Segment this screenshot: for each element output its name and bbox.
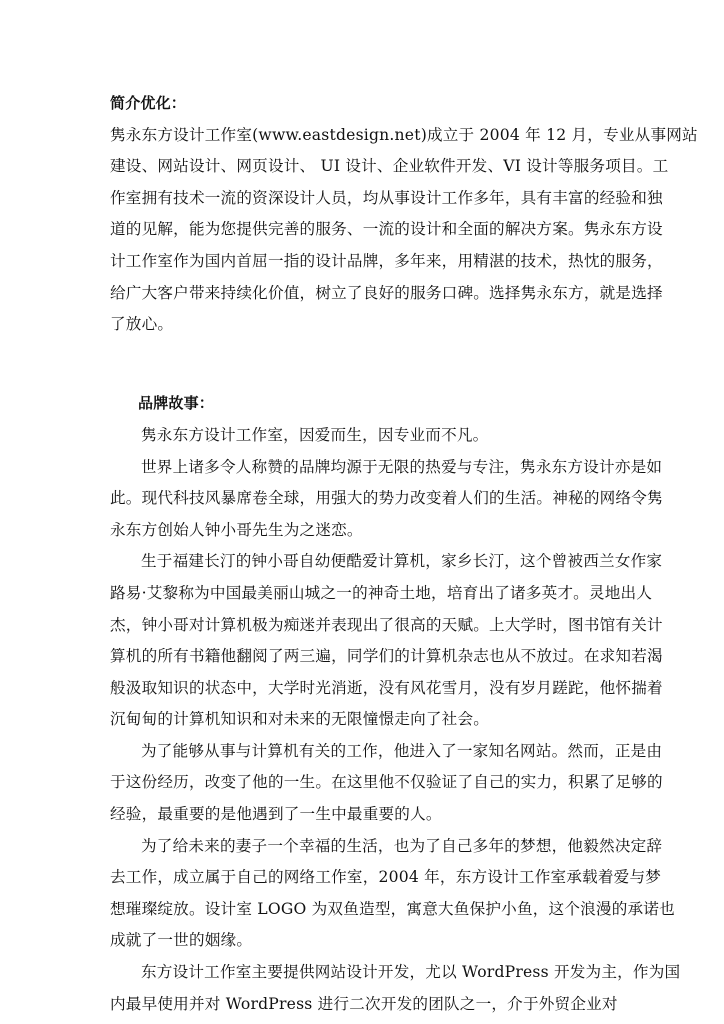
story-line: 想璀璨绽放。设计室 LOGO 为双鱼造型，寓意大鱼保护小鱼，这个浪漫的承诺也 [110,899,675,918]
document-page [110,88,698,1020]
brand-tagline: 隽永东方设计工作室，因爱而生，因专业而不凡。 [141,425,489,444]
intro-line: 建设、网站设计、网页设计、 UI 设计、企业软件开发、VI 设计等服务项目。工 [110,157,669,176]
story-line: 路易·艾黎称为中国最美丽山城之一的神奇土地，培育出了诸多英才。灵地出人 [110,583,653,602]
spacer [110,372,614,388]
story-line: 般汲取知识的状态中，大学时光消逝，没有风花雪月，没有岁月蹉跎，他怀揣着 [110,678,663,697]
section-heading-intro: 简介优化： [110,94,187,112]
intro-line: 道的见解，能为您提供完善的服务、一流的设计和全面的解决方案。隽永东方设 [110,220,663,239]
intro-line: 计工作室作为国内首屈一指的设计品牌，多年来，用精湛的技术，热忱的服务， [110,251,663,270]
story-line: 生于福建长汀的钟小哥自幼便酷爱计算机，家乡长汀，这个曾被西兰女作家 [141,552,663,571]
story-line: 东方设计工作室主要提供网站设计开发，尤以 WordPress 开发为主，作为国 [141,963,681,982]
story-line: 沉甸甸的计算机知识和对未来的无限憧憬走向了社会。 [110,710,490,729]
story-line: 此。现代科技风暴席卷全球，用强大的势力改变着人们的生活。神秘的网络令隽 [110,489,663,508]
story-line: 经验，最重要的是他遇到了一生中最重要的人。 [110,805,442,824]
intro-line: 了放心。 [110,315,174,334]
intro-line: 给广大客户带来持续化价值，树立了良好的服务口碑。选择隽永东方，就是选择 [110,283,663,302]
story-line: 世界上诸多令人称赞的品牌均源于无限的热爱与专注，隽永东方设计亦是如 [141,457,663,476]
story-line: 为了能够从事与计算机有关的工作，他进入了一家知名网站。然而，正是由 [141,741,663,760]
story-line: 去工作，成立属于自己的网络工作室，2004 年，东方设计工作室承载着爱与梦 [110,868,662,887]
story-line: 算机的所有书籍他翻阅了两三遍，同学们的计算机杂志也从不放过。在求知若渴 [110,647,663,666]
intro-line: 作室拥有技术一流的资深设计人员，均从事设计工作多年，具有丰富的经验和独 [110,188,663,207]
spacer [110,341,614,373]
story-line: 成就了一世的姻缘。 [110,931,253,950]
intro-line: 隽永东方设计工作室(www.eastdesign.net)成立于 2004 年 12 月，专业从事网站 [110,125,698,144]
story-line: 内最早使用并对 WordPress 进行二次开发的团队之一，介于外贸企业对 [110,994,618,1013]
story-line: 为了给未来的妻子一个幸福的生活，也为了自己多年的梦想，他毅然决定辞 [141,836,663,855]
story-line: 于这份经历，改变了他的一生。在这里他不仅验证了自己的实力，积累了足够的 [110,773,663,792]
story-line: 杰，钟小哥对计算机极为痴迷并表现出了很高的天赋。上大学时，图书馆有关计 [110,615,663,634]
story-line: 永东方创始人钟小哥先生为之迷恋。 [110,520,363,539]
section-heading-brand-story: 品牌故事： [138,394,215,413]
